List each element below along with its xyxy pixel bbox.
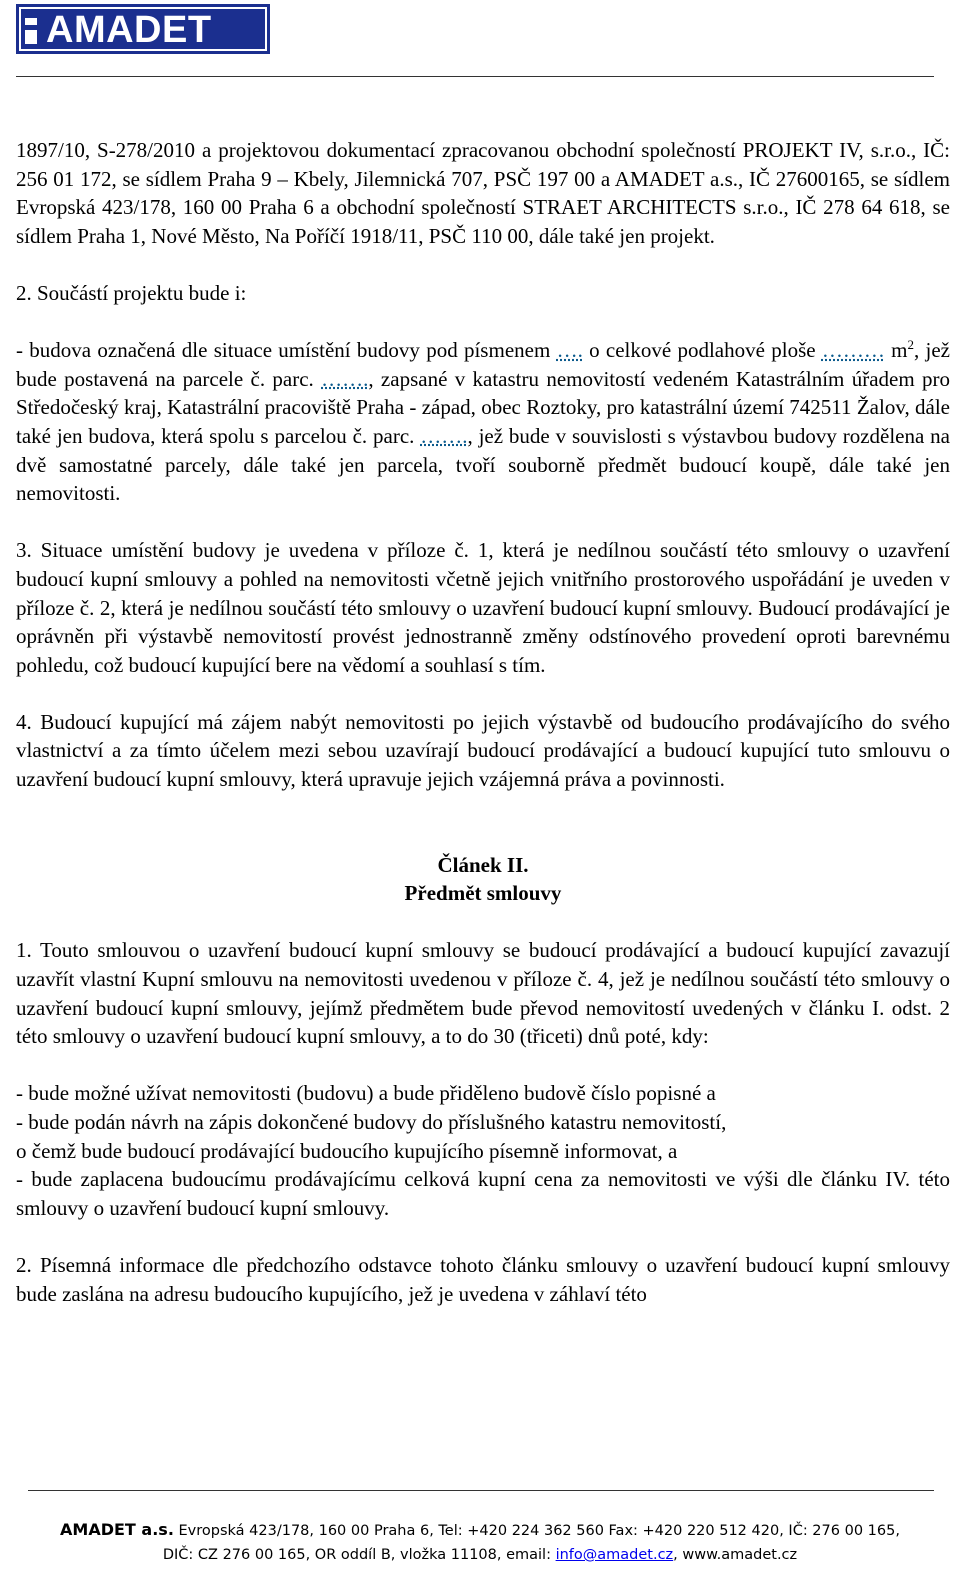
blank-letter[interactable]: …. [556,338,583,363]
footer-email-link[interactable]: info@amadet.cz [555,1547,674,1563]
paragraph-building: - budova označená dle situace umístění budovy pod písmenem …. o celkové podlahové ploše ……… $m^2$, jež bude postavená na parcele č. parc. ……., zapsané v katastru nemovitostí vedeném Katastrálním úřadem pro Středočeský kraj, Katastrální pracoviště Praha - západ, obec Roztoky, pro katastrální území 742511 Žalov, dále také jen budova, která spolu s parcelou č. parc. ……., jež bude v souvislosti s výstavbou budovy rozdělena na dvě samostatné parcely, dále také jen parcela, tvoří souborně předmět budoucí koupě, dále také jen nemovitosti. [16,337,950,506]
paragraph-article-2-1: 1. Touto smlouvou o uzavření budoucí kupní smlouvy se budoucí prodávající a budoucí kupující zavazují uzavřít vlastní Kupní smlouvu na nemovitosti uvedenou v příloze č. 4, jež je nedílnou součástí této smlouvy o uzavření budoucí kupní smlouvy, jejímž předmětem bude převod nemovitostí uvedených v článku I. odst. 2 této smlouvy o uzavření budoucí kupní smlouvy, a to do 30 (třiceti) dnů poté, kdy: [16,938,950,1049]
blank-area[interactable]: ……… [821,338,885,363]
footer-line-2: DIČ: CZ 276 00 165, OR oddíl B, vložka 11108, email: info@amadet.cz, www.amadet.cz [162,1547,798,1563]
paragraph-project: 1897/10, S-278/2010 a projektovou dokumentací zpracovanou obchodní společností PROJEKT IV, s.r.o., IČ: 256 01 172, se sídlem Praha 9 – Kbely, Jilemnická 707, PSČ 197 00 a AMADET a.s., IČ 27600165, se sídlem Evropská 423/178, 160 00 Praha 6 a obchodní společností STRAET ARCHITECTS s.r.o., IČ 278 64 618, se sídlem Praha 1, Nové Město, Na Poříčí 1918/11, PSČ 110 00, dále také jen projekt. [16,138,950,248]
bullet-2: - bude podán návrh na zápis dokončené budovy do příslušného katastru nemovitostí, [16,1110,727,1134]
footer-line-1: AMADET a.s. Evropská 423/178, 160 00 Praha 6, Tel: +420 224 362 560 Fax: +420 220 512 420, IČ: 276 00 165, [60,1520,900,1539]
logo-text: AMADET [46,9,212,51]
bullet-3: - bude zaplacena budoucímu prodávajícímu celková kupní cena za nemovitosti ve výši dle článku IV. této smlouvy o uzavření budoucí kupní smlouvy. [16,1167,950,1220]
company-logo [16,4,270,54]
footer-divider [28,1490,934,1491]
header-divider [16,76,934,77]
blank-parcel-2[interactable]: ……. [420,423,468,448]
article-title: Článek II. [437,852,529,877]
paragraph-article-2-2: 2. Písemná informace dle předchozího odstavce tohoto článku smlouvy o uzavření budoucí kupní smlouvy bude zaslána na adresu budoucího kupujícího, jež je uvedena v záhlaví této [16,1252,950,1306]
paragraph-section-3: 3. Situace umístění budovy je uvedena v příloze č. 1, která je nedílnou součástí této smlouvy o uzavření budoucí kupní smlouvy a pohled na nemovitosti včetně jejich vnitřního prostorového uspořádání je uveden v příloze č. 2, která je nedílnou součástí této smlouvy o uzavření budoucí kupní smlouvy. Budoucí prodávající je oprávněn při výstavbě nemovitostí provést jednostranně změny odstínového provedení oproti barevnému pohledu, což budoucí kupující bere na vědomí a souhlasí s tím. [16,538,950,677]
page-footer [0,1518,960,1567]
paragraph-section-2: 2. Součástí projektu bude i: [16,280,247,305]
bullet-1: - bude možné užívat nemovitosti (budovu) a bude přiděleno budově číslo popisné a [16,1081,716,1106]
bullet-2-continuation: o čemž bude budoucí prodávající budoucího kupujícího písemně informovat, a [16,1138,678,1163]
footer-company: AMADET a.s. [60,1520,174,1539]
document-body [16,136,950,1308]
article-subtitle: Předmět smlouvy [404,881,562,906]
blank-parcel[interactable]: ……. [321,366,369,391]
paragraph-section-4: 4. Budoucí kupující má zájem nabýt nemovitosti po jejich výstavbě od budoucího prodávajícího do svého vlastnictví a za tímto účelem mezi sebou uzavírají budoucí prodávající a budoucí kupující tuto smlouvu o uzavření budoucí kupní smlouvy, která upravuje jejich vzájemná práva a povinnosti. [16,709,950,792]
